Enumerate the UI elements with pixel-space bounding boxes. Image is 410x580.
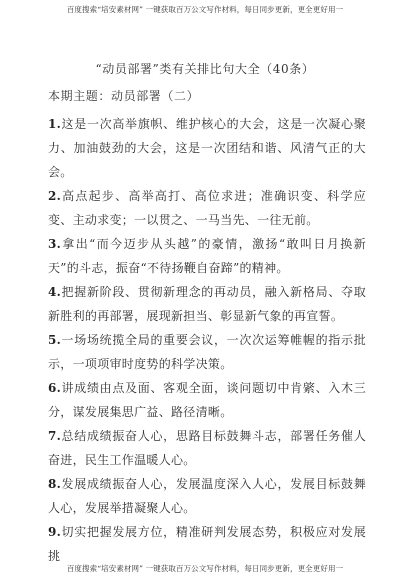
list-item bbox=[48, 112, 366, 184]
item-number: 3. bbox=[48, 237, 62, 251]
item-text: 这是一次高举旗帜、维护核心的大会，这是一次凝心聚力、加油鼓劲的大会，这是一次团结和谐、风清气正的大会。 bbox=[48, 117, 366, 179]
list-item bbox=[48, 184, 366, 232]
item-text: 发展成绩振奋人心，发展温度深入人心，发展目标鼓舞人心，发展举措凝聚人心。 bbox=[48, 477, 366, 515]
theme-heading: 本期主题：动员部署（二） bbox=[48, 89, 200, 103]
item-number: 8. bbox=[48, 477, 62, 491]
list-item bbox=[48, 232, 366, 280]
document-title: “动员部署”类有关排比句大全（40条） bbox=[95, 62, 315, 76]
page-header: 百度搜索“培安素材网” 一键获取百万公文写作材料，每日同步更新，更全更好用一 bbox=[66, 5, 344, 14]
item-number: 7. bbox=[48, 429, 62, 443]
item-number: 1. bbox=[48, 117, 62, 131]
item-number: 5. bbox=[48, 333, 62, 347]
list-item bbox=[48, 328, 366, 376]
item-text: 切实把握发展方位，精准研判发展态势，积极应对发展挑 bbox=[48, 525, 366, 563]
item-number: 9. bbox=[48, 525, 62, 539]
item-text: 高点起步、高举高打、高位求进；准确识变、科学应变、主动求变；一以贯之、一马当先、一往无前。 bbox=[48, 189, 366, 227]
list-item bbox=[48, 376, 366, 424]
item-number: 2. bbox=[48, 189, 62, 203]
page-footer: 百度搜索“培安素材网” 一键获取百万公文写作材料，每日同步更新，更全更好用一 bbox=[66, 564, 344, 573]
list-item bbox=[48, 472, 366, 520]
item-number: 4. bbox=[48, 285, 62, 299]
item-text: 总结成绩振奋人心，思路目标鼓舞斗志，部署任务催人奋进，民生工作温暖人心。 bbox=[48, 429, 366, 467]
list-item bbox=[48, 280, 366, 328]
list-item bbox=[48, 520, 366, 568]
item-text: 一场场统揽全局的重要会议，一次次运筹帷幄的指示批示，一项项审时度势的科学决策。 bbox=[48, 333, 366, 371]
item-text: 把握新阶段、贯彻新理念的再动员，融入新格局、夺取新胜利的再部署，展现新担当、彰显新气象的再宣誓。 bbox=[48, 285, 366, 323]
item-text: 拿出“而今迈步从头越”的豪情，激扬“敢叫日月换新天”的斗志，振奋“不待扬鞭自奋蹄”的精神。 bbox=[48, 237, 366, 275]
item-number: 6. bbox=[48, 381, 62, 395]
list-item bbox=[48, 424, 366, 472]
sentence-list bbox=[48, 112, 366, 563]
item-text: 讲成绩由点及面、客观全面，谈问题切中肯綮、入木三分，谋发展集思广益、路径清晰。 bbox=[48, 381, 366, 419]
